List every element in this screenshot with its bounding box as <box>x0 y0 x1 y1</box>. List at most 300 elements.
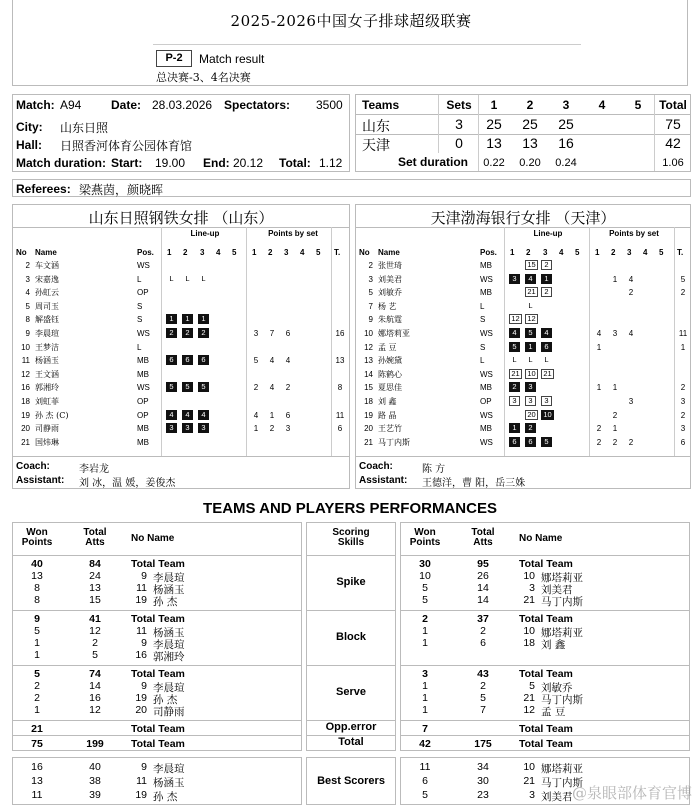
col-set5: 5 <box>575 248 580 257</box>
set-points: 1 <box>612 424 618 434</box>
set-points: 4 <box>269 356 275 366</box>
player-no: 9 <box>141 680 147 692</box>
lineup-cell: 2 <box>509 382 520 392</box>
set-points: 5 <box>253 356 259 366</box>
referees-label: Referees: <box>16 182 71 196</box>
match-label: Match: <box>16 98 55 112</box>
total-team-label: Total Team <box>519 613 573 625</box>
skill-serve-label: Serve <box>336 685 366 698</box>
team-a-set2: 25 <box>522 116 538 132</box>
match-phase: 总决赛-3、4名决赛 <box>156 71 251 84</box>
referees-box <box>12 179 691 197</box>
total-atts: 14 <box>89 680 101 692</box>
won-points: 11 <box>31 789 43 801</box>
player-row <box>356 396 690 409</box>
team-a-sets: 3 <box>455 116 463 132</box>
player-position: WS <box>480 369 493 379</box>
player-total: 11 <box>335 410 345 420</box>
total-team-label: Total Team <box>131 738 185 750</box>
skill-divider <box>401 720 689 721</box>
total-atts: 30 <box>477 775 489 787</box>
won-points: 1 <box>422 692 428 704</box>
player-number: 11 <box>21 356 30 366</box>
skill-divider <box>13 720 301 721</box>
player-no: 11 <box>136 775 147 787</box>
won-points: 8 <box>34 594 40 606</box>
doc-type: Match result <box>199 52 265 66</box>
best-scorers-label: Best Scorers <box>317 775 385 787</box>
player-number: 21 <box>21 437 30 447</box>
player-position: S <box>137 301 143 311</box>
player-position: WS <box>480 329 493 338</box>
lineup-cell: 10 <box>541 410 554 420</box>
skill-spike-label: Spike <box>336 575 366 588</box>
won-points: 13 <box>31 775 43 787</box>
total-atts: 199 <box>86 738 104 750</box>
player-number: 12 <box>364 342 373 352</box>
player-total: 2 <box>680 288 686 298</box>
title-divider <box>153 44 581 45</box>
player-name: 李晨瑄 <box>153 763 185 775</box>
score-vline <box>654 95 655 171</box>
lineup-cell: 1 <box>525 342 536 352</box>
player-position: L <box>480 356 485 366</box>
total-atts: 15 <box>89 594 101 606</box>
lineup-cell: 15 <box>525 260 538 270</box>
player-row <box>356 423 690 436</box>
lineup-cell: 4 <box>198 410 209 420</box>
skill-divider <box>401 555 689 556</box>
start-label: Start: <box>111 156 143 170</box>
player-row <box>13 274 349 287</box>
player-position: OP <box>480 397 492 406</box>
total-team-label: Total Team <box>519 558 573 570</box>
col-set2: 2 <box>526 248 531 257</box>
player-name: 王梦洁 <box>35 342 59 352</box>
skill-divider <box>401 610 689 611</box>
player-no: 3 <box>529 789 535 801</box>
total-atts: 2 <box>480 625 486 637</box>
player-no: 3 <box>529 582 535 594</box>
player-name: 王艺竹 <box>378 424 402 434</box>
assistant-label: Assistant: <box>16 475 65 486</box>
col-set5: 5 <box>232 248 237 257</box>
total-atts: 12 <box>89 704 101 716</box>
player-name: 张世琦 <box>378 261 402 270</box>
set-points: 1 <box>253 424 259 434</box>
set-points: 4 <box>253 410 259 420</box>
player-no: 21 <box>523 775 535 787</box>
won-points: 3 <box>422 668 428 680</box>
player-no: 11 <box>136 625 147 637</box>
lineup-cell: 4 <box>182 410 193 420</box>
col-set2: 2 <box>183 248 188 257</box>
city-label: City: <box>16 120 43 134</box>
won-points: 6 <box>422 775 428 787</box>
lineup-cell: L <box>528 300 533 310</box>
end-time: 20.12 <box>233 156 264 170</box>
lineup-cell: 4 <box>541 328 552 338</box>
player-name: 刘 鑫 <box>378 397 397 406</box>
won-points: 1 <box>422 680 428 692</box>
won-points: 5 <box>422 582 428 594</box>
player-no: 18 <box>523 637 535 649</box>
player-number: 15 <box>364 383 373 393</box>
total-atts: 12 <box>89 625 101 637</box>
won-points: 8 <box>34 582 40 594</box>
player-total: 11 <box>678 329 688 338</box>
skill-divider <box>307 555 395 556</box>
lineup-cell: 5 <box>182 382 193 392</box>
won-points: 5 <box>34 668 40 680</box>
referees-names: 梁燕茵，颜晓晖 <box>79 183 164 197</box>
set-points: 1 <box>596 342 602 352</box>
set-points: 2 <box>628 288 634 298</box>
player-row <box>356 369 690 382</box>
lineup-cell: L <box>528 355 533 365</box>
player-name: 国炜琳 <box>35 437 59 447</box>
player-name: 陈鹤心 <box>378 369 402 379</box>
player-position: OP <box>137 288 149 298</box>
player-number: 4 <box>25 288 30 298</box>
won-points: 1 <box>422 625 428 637</box>
skills-column <box>306 522 396 751</box>
won-points: 1 <box>34 637 40 649</box>
player-name: 刘敏乔 <box>378 288 402 298</box>
col-pts4: 4 <box>300 248 305 257</box>
total-atts: 5 <box>480 692 486 704</box>
player-no: 10 <box>523 570 535 582</box>
player-position: MB <box>137 369 149 379</box>
set-points: 1 <box>612 274 618 284</box>
lineup-cell: 3 <box>198 423 209 433</box>
skill-divider <box>13 665 301 666</box>
set-points: 2 <box>596 437 602 447</box>
lineup-cell: 3 <box>525 396 536 406</box>
won-points: 7 <box>422 723 428 735</box>
skill-opp-error-label: Opp.error <box>325 720 377 733</box>
score-header-set2: 2 <box>526 98 534 112</box>
player-total: 5 <box>680 274 686 284</box>
won-points: 2 <box>422 613 428 625</box>
set-points: 3 <box>612 329 618 338</box>
col-name: Name <box>35 248 57 257</box>
skill-block-label: Block <box>336 630 366 643</box>
player-number: 21 <box>364 437 373 447</box>
player-name: 刘美君 <box>541 791 573 803</box>
player-row <box>356 410 690 423</box>
player-position: WS <box>480 274 493 284</box>
player-number: 16 <box>21 383 30 393</box>
set-points: 2 <box>612 437 618 447</box>
player-total: 2 <box>680 410 686 420</box>
total-atts: 43 <box>477 668 489 680</box>
player-total: 8 <box>337 383 343 393</box>
player-name: 李晨瑄 <box>35 329 59 338</box>
player-row <box>13 287 349 300</box>
player-no: 9 <box>141 637 147 649</box>
won-points: 2 <box>34 680 40 692</box>
player-name: 孙 杰 <box>153 791 178 803</box>
player-name: 宋嘉逸 <box>35 274 59 284</box>
won-points-header: Won Points <box>21 527 53 548</box>
set-points: 2 <box>612 410 618 420</box>
player-number: 9 <box>25 329 30 338</box>
player-no: 9 <box>141 570 147 582</box>
lineup-header: Line-up <box>190 229 220 238</box>
score-header-set1: 1 <box>490 98 498 112</box>
player-no: 9 <box>141 761 147 773</box>
skill-divider <box>307 665 395 666</box>
col-pos: Pos. <box>480 248 497 257</box>
lineup-cell: 12 <box>525 314 538 324</box>
lineup-cell: 21 <box>541 369 554 379</box>
won-points: 5 <box>422 594 428 606</box>
player-number: 5 <box>368 288 373 298</box>
player-name: 杨 艺 <box>378 301 397 311</box>
player-position: WS <box>137 261 150 270</box>
player-name: 杨涵玉 <box>153 627 185 639</box>
player-no: 19 <box>135 594 147 606</box>
player-row <box>13 382 349 395</box>
date-label: Date: <box>111 98 142 112</box>
player-number: 3 <box>368 274 373 284</box>
player-total: 13 <box>335 356 345 366</box>
team-divider <box>13 227 349 228</box>
player-name: 孙婉黛 <box>378 356 402 366</box>
lineup-cell: 1 <box>509 423 520 433</box>
team-a-panel <box>12 204 350 489</box>
coach-name: 陈 方 <box>422 464 446 475</box>
player-position: S <box>480 342 486 352</box>
player-name: 孙虹云 <box>35 288 59 298</box>
player-number: 5 <box>25 301 30 311</box>
player-name: 孙 杰 <box>153 596 178 608</box>
set-points: 4 <box>628 274 634 284</box>
team-b-sets: 0 <box>455 135 463 151</box>
won-points: 1 <box>34 704 40 716</box>
player-row <box>13 314 349 327</box>
player-no: 12 <box>523 704 535 716</box>
points-header: Points by set <box>609 229 659 238</box>
total-atts: 26 <box>477 570 489 582</box>
lineup-cell: 5 <box>198 382 209 392</box>
player-row <box>13 396 349 409</box>
total-duration: 1.12 <box>319 156 343 170</box>
player-position: MB <box>137 424 149 434</box>
won-points-header: Won Points <box>409 527 441 548</box>
lineup-cell: 5 <box>541 437 552 447</box>
player-no: 20 <box>135 704 147 716</box>
skill-divider <box>13 610 301 611</box>
player-no: 16 <box>135 649 147 661</box>
player-name: 孙 杰 (C) <box>35 410 69 420</box>
player-row <box>13 260 349 273</box>
player-no: 5 <box>529 680 535 692</box>
lineup-cell: 3 <box>541 396 552 406</box>
lineup-cell: L <box>185 273 190 283</box>
total-atts: 74 <box>89 668 101 680</box>
player-row <box>13 328 349 341</box>
end-label: End: <box>203 156 230 170</box>
score-divider <box>356 114 690 115</box>
player-name: 李晨瑄 <box>153 682 185 694</box>
col-pts3: 3 <box>284 248 289 257</box>
total-label: Total: <box>279 156 311 170</box>
col-set3: 3 <box>543 248 548 257</box>
score-vline <box>478 95 479 171</box>
lineup-cell: 4 <box>525 274 536 284</box>
team-a-total: 75 <box>665 116 681 132</box>
skill-total-label: Total <box>338 735 364 748</box>
player-total: 3 <box>680 424 686 434</box>
col-set4: 4 <box>559 248 564 257</box>
player-name: 刘美君 <box>541 584 573 596</box>
player-name: 刘 鑫 <box>541 639 566 651</box>
player-name: 解盛钰 <box>35 315 59 325</box>
lineup-cell: 3 <box>509 396 520 406</box>
team-b-set2: 13 <box>522 135 538 151</box>
no-name-header: No Name <box>131 533 175 544</box>
lineup-cell: 4 <box>166 410 177 420</box>
match-code-badge: P-2 <box>156 50 192 67</box>
score-header-teams: Teams <box>362 98 400 112</box>
total-atts: 23 <box>477 789 489 801</box>
player-name: 马丁内斯 <box>378 437 410 447</box>
col-pos: Pos. <box>137 248 154 257</box>
col-pts1: 1 <box>595 248 600 257</box>
player-position: L <box>137 274 142 284</box>
player-row <box>356 314 690 327</box>
lineup-cell: 1 <box>166 314 177 324</box>
set-points: 4 <box>269 383 275 393</box>
won-points: 5 <box>422 789 428 801</box>
player-row <box>13 437 349 450</box>
total-atts: 7 <box>480 704 486 716</box>
team-b-set3: 16 <box>558 135 574 151</box>
won-points: 75 <box>31 738 43 750</box>
player-position: L <box>480 301 485 311</box>
player-position: S <box>137 315 143 325</box>
set2-duration: 0.20 <box>519 157 541 169</box>
player-total: 6 <box>680 437 686 447</box>
lineup-cell: 12 <box>509 314 522 324</box>
player-number: 7 <box>368 301 373 311</box>
player-name: 夏思佳 <box>378 383 402 393</box>
total-team-label: Total Team <box>131 723 185 735</box>
no-name-header: No Name <box>519 533 563 544</box>
player-name: 马丁内斯 <box>541 694 583 706</box>
lineup-cell: 3 <box>182 423 193 433</box>
player-position: MB <box>480 383 492 393</box>
total-team-label: Total Team <box>519 738 573 750</box>
set3-duration: 0.24 <box>555 157 577 169</box>
set-points: 4 <box>628 329 634 338</box>
player-row <box>13 423 349 436</box>
player-row <box>356 274 690 287</box>
player-name: 刘美君 <box>378 274 402 284</box>
player-number: 18 <box>364 397 373 406</box>
event-title: 2025-2026中国女子排球超级联赛 <box>230 12 472 30</box>
score-header-set4: 4 <box>598 98 606 112</box>
lineup-cell: 2 <box>166 328 177 338</box>
player-no: 21 <box>523 594 535 606</box>
total-atts: 40 <box>89 761 101 773</box>
total-atts: 14 <box>477 594 489 606</box>
total-atts: 41 <box>89 613 101 625</box>
hall-value: 日照香河体育公园体育馆 <box>60 139 193 153</box>
player-name: 李晨瑄 <box>153 572 185 584</box>
player-name: 路 晶 <box>378 410 397 420</box>
player-name: 杨涵玉 <box>153 584 185 596</box>
player-no: 19 <box>135 789 147 801</box>
lineup-cell: 3 <box>166 423 177 433</box>
total-team-label: Total Team <box>131 613 185 625</box>
set1-duration: 0.22 <box>483 157 505 169</box>
score-vline <box>438 95 439 153</box>
set-points: 3 <box>285 424 291 434</box>
player-row <box>356 301 690 314</box>
player-no: 11 <box>136 582 147 594</box>
lineup-header: Line-up <box>533 229 563 238</box>
document-header <box>12 0 688 86</box>
player-name: 刘虹菲 <box>35 397 59 406</box>
player-name: 司静雨 <box>35 424 59 434</box>
match-number: A94 <box>60 98 82 112</box>
total-atts: 84 <box>89 558 101 570</box>
player-name: 娜塔莉亚 <box>541 763 583 775</box>
set-points: 3 <box>253 329 259 338</box>
scoring-skills-header: Scoring Skills <box>332 527 370 548</box>
skill-divider <box>13 735 301 736</box>
total-atts: 37 <box>477 613 489 625</box>
lineup-cell: 6 <box>541 342 552 352</box>
set-points: 6 <box>285 329 291 338</box>
won-points: 11 <box>419 761 431 773</box>
player-row <box>13 410 349 423</box>
lineup-cell: L <box>544 355 549 365</box>
player-number: 9 <box>368 315 373 325</box>
player-position: MB <box>137 356 149 366</box>
assistant-names: 刘 冰，温 媛，姜俊杰 <box>79 478 176 489</box>
lineup-cell: 3 <box>525 382 536 392</box>
player-name: 李晨瑄 <box>153 639 185 651</box>
set-total-duration: 1.06 <box>662 157 684 169</box>
player-number: 14 <box>364 369 373 379</box>
team-a-performance <box>12 522 302 751</box>
assistant-label: Assistant: <box>359 475 408 486</box>
player-name: 周司玉 <box>35 301 59 311</box>
lineup-cell: 1 <box>198 314 209 324</box>
team-b-set1: 13 <box>486 135 502 151</box>
player-total: 2 <box>680 383 686 393</box>
total-atts: 39 <box>89 789 101 801</box>
lineup-cell: L <box>201 273 206 283</box>
duration-label: Match duration: <box>16 156 106 170</box>
set-points: 6 <box>285 410 291 420</box>
team-b-name: 天津渤海银行女排 （天津） <box>430 209 616 227</box>
player-total: 16 <box>335 329 345 338</box>
player-position: WS <box>480 437 493 447</box>
player-name: 司静雨 <box>153 706 185 718</box>
lineup-cell: 2 <box>182 328 193 338</box>
total-team-label: Total Team <box>519 723 573 735</box>
lineup-cell: 2 <box>198 328 209 338</box>
lineup-cell: 6 <box>182 355 193 365</box>
won-points: 1 <box>422 704 428 716</box>
lineup-cell: 2 <box>541 287 552 297</box>
set-points: 2 <box>596 424 602 434</box>
